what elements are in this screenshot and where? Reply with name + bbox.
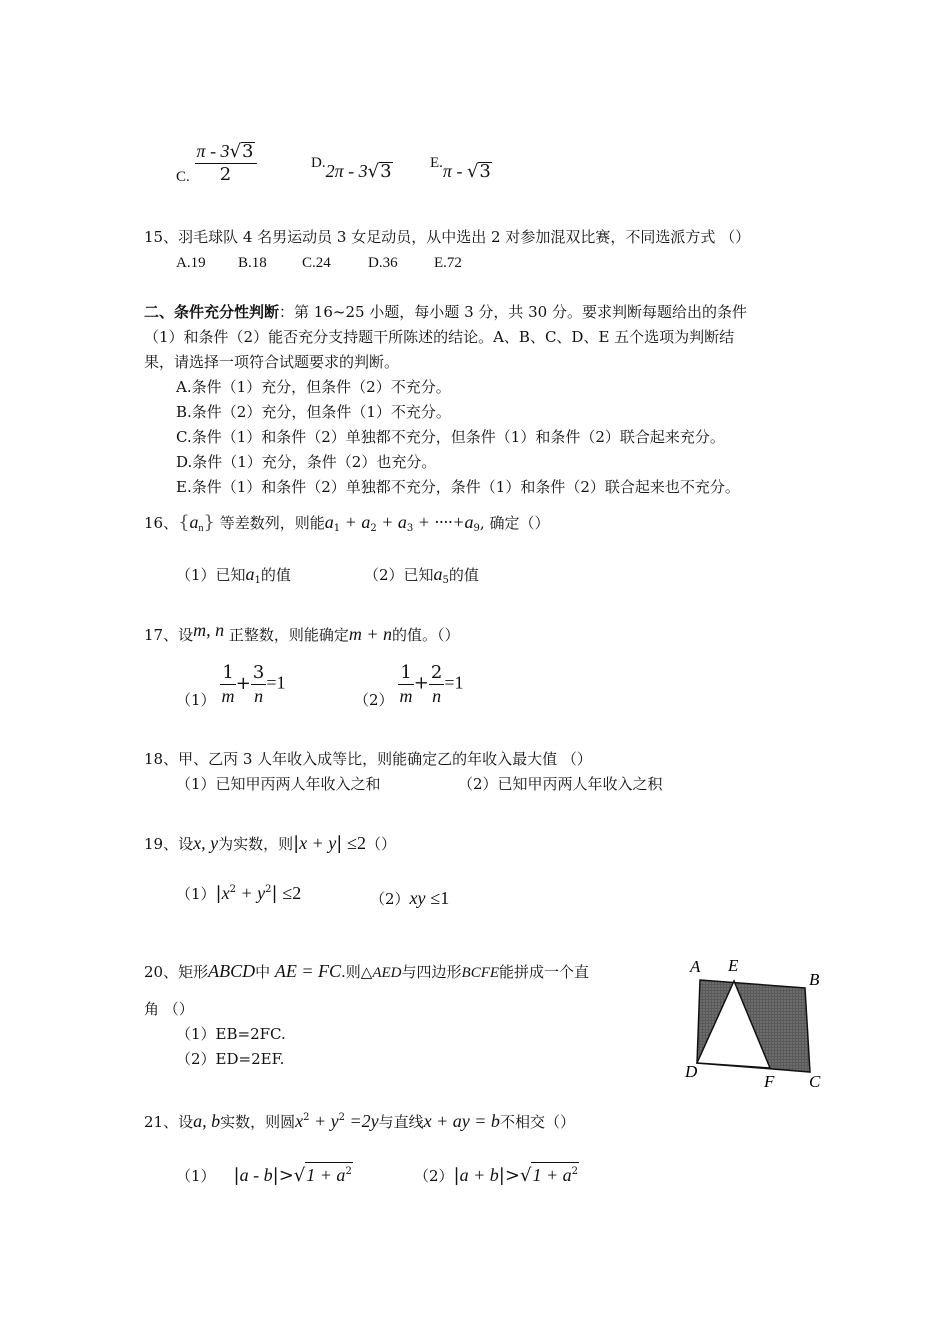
q14-e-root: 3 bbox=[479, 161, 491, 182]
q17-condition-1: （1） $\frac{1}{m}$ + $\frac{3}{n}$ =1 bbox=[176, 662, 286, 709]
q14-c-fraction: $\frac{\pi - 3√3}{2}$ bbox=[195, 140, 257, 186]
q14-c-label: C. bbox=[176, 169, 190, 185]
label-a: A bbox=[690, 957, 701, 976]
q14-option-c bbox=[176, 140, 257, 186]
q21-stem: 21、设a, b实数，则圆$x^2 + y^2 =2y$与直线x + ay = b不相交（） bbox=[144, 1111, 575, 1131]
q20-stem: 20、矩形ABCD中 AE = FC.则△AED与四边形BCFE能拼成一个直 bbox=[144, 961, 590, 981]
section2-choice-b: B.条件（2）充分，但条件（1）不充分。 bbox=[176, 403, 451, 421]
q15-options bbox=[176, 255, 462, 271]
q18-condition-2: （2）已知甲丙两人年收入之积 bbox=[458, 775, 663, 793]
q14-e-expr: π - bbox=[442, 161, 467, 181]
label-c: C bbox=[809, 1072, 821, 1091]
q16-condition-1: （1）已知$a_1$的值 bbox=[176, 564, 291, 586]
q15-option-d: D.36 bbox=[368, 255, 398, 271]
q20-figure bbox=[682, 955, 832, 1095]
q15-option-e: E.72 bbox=[434, 255, 462, 271]
label-d: D bbox=[685, 1062, 698, 1081]
section2-choice-d: D.条件（1）充分，条件（2）也充分。 bbox=[176, 453, 437, 471]
section2-choice-e: E.条件（1）和条件（2）单独都不充分，条件（1）和条件（2）联合起来也不充分。 bbox=[176, 478, 740, 496]
section2-choice-a: A.条件（1）充分，但条件（2）不充分。 bbox=[176, 378, 451, 396]
q15-option-c: C.24 bbox=[302, 255, 331, 271]
q14-c-root: 3 bbox=[242, 141, 254, 162]
q20-condition-2: （2）ED=2EF. bbox=[176, 1050, 285, 1068]
q20-stem-line2: 角 （） bbox=[144, 1000, 194, 1018]
q14-d-expr: 2π - 3 bbox=[325, 161, 368, 181]
q20-condition-1: （1）EB=2FC. bbox=[176, 1025, 286, 1043]
q19-stem: 19、设x, y为实数，则|x + y| ≤2（） bbox=[144, 833, 397, 854]
q14-e-label: E. bbox=[430, 155, 443, 171]
q18-condition-1: （1）已知甲丙两人年收入之和 bbox=[176, 775, 381, 793]
q15-option-a: A.19 bbox=[176, 255, 206, 271]
q17-condition-2: （2） $\frac{1}{m}$ + $\frac{2}{n}$ =1 bbox=[354, 662, 464, 709]
section2-heading: 二、条件充分性判断 bbox=[144, 303, 280, 321]
q16-condition-2: （2）已知$a_5$的值 bbox=[364, 564, 479, 586]
section2-choice-c: C.条件（1）和条件（2）单独都不充分，但条件（1）和条件（2）联合起来充分。 bbox=[176, 428, 725, 446]
q14-option-d: D.2π - 3√3 bbox=[311, 155, 392, 182]
q15-stem: 15、羽毛球队 4 名男运动员 3 女足动员，从中选出 2 对参加混双比赛，不同选派方式 （） bbox=[144, 228, 751, 246]
q18-stem: 18、甲、乙丙 3 人年收入成等比，则能确定乙的年收入最大值 （） bbox=[144, 750, 592, 768]
q16-stem: 16、$\{a_n\}$ 等差数列，则能$a_1 + a_2 + a_3 + \cdot\cdot\cdot\cdot+a_9$, 确定（） bbox=[144, 512, 550, 534]
q14-d-label: D. bbox=[311, 155, 326, 171]
q14-d-root: 3 bbox=[380, 161, 392, 182]
q19-condition-2: （2）xy ≤1 bbox=[370, 888, 450, 908]
section2-intro-line3: 果，请选择一项符合试题要求的判断。 bbox=[144, 353, 400, 371]
q15-option-b: B.18 bbox=[238, 255, 267, 271]
section2-intro-line1: 二、条件充分性判断：第 16~25 小题，每小题 3 分，共 30 分。要求判断每题给出的条件 bbox=[144, 303, 747, 321]
label-b: B bbox=[809, 970, 820, 989]
q19-condition-1: $(1)|x^2 + y^2| \le 2$ bbox=[176, 883, 302, 904]
q14-option-e: E.π - √3 bbox=[430, 155, 491, 182]
q14-c-denominator: 2 bbox=[219, 164, 232, 185]
q14-c-numerator: π - 3 bbox=[196, 141, 230, 161]
q17-stem: 17、设m, n 正整数，则能确定m + n的值。（） bbox=[144, 620, 460, 644]
q21-condition-1: （1） $|a - b|>√1 + a^2$ bbox=[176, 1162, 353, 1185]
q21-condition-2: $(2)|a + b|>√1 + a^2$ bbox=[414, 1162, 579, 1185]
section2-intro-line2: （1）和条件（2）能否充分支持题干所陈述的结论。A、B、C、D、E 五个选项为判断结 bbox=[144, 328, 735, 346]
label-e: E bbox=[728, 956, 739, 975]
label-f: F bbox=[764, 1072, 775, 1091]
